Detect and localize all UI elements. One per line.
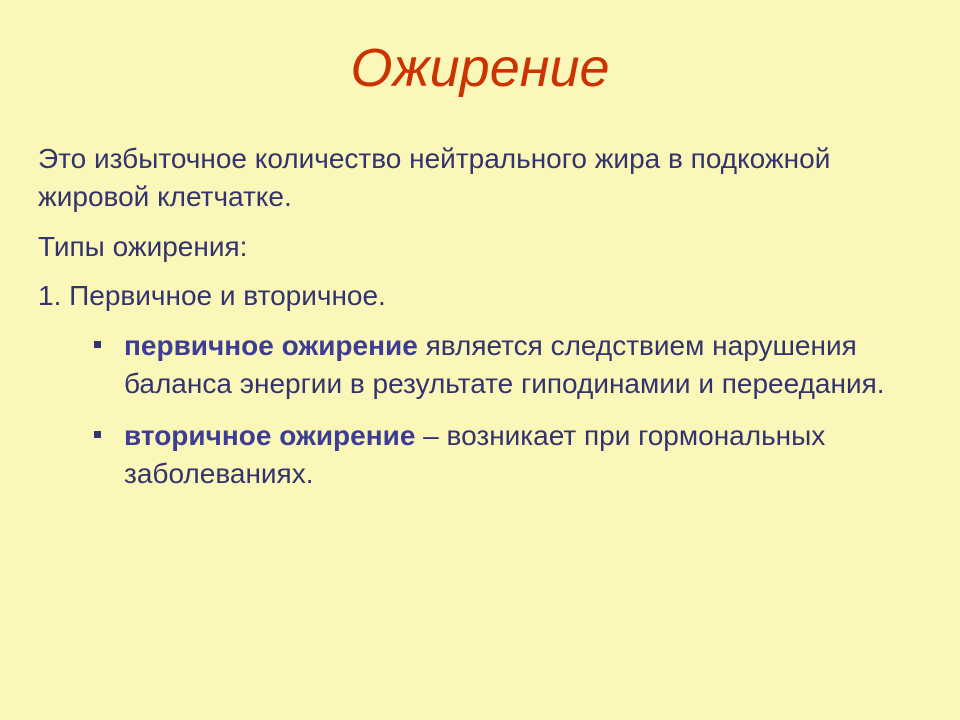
definition-text: Это избыточное количество нейтрального жира в подкожной жировой клетчатке. [38, 143, 831, 212]
bullet-item-primary [94, 327, 898, 403]
square-bullet-icon [94, 431, 101, 438]
bullet-term: вторичное ожирение [124, 419, 416, 451]
slide-body [38, 140, 898, 506]
bullet-item-secondary [94, 417, 898, 493]
bullet-text: является следствием нарушения баланса энергии в результате гиподинамии и переедания. [124, 330, 885, 399]
bullet-list [94, 327, 898, 492]
types-heading: Типы ожирения: [38, 230, 248, 262]
bullet-term: первичное ожирение [124, 330, 418, 362]
square-bullet-icon [94, 341, 101, 348]
slide-title: Ожирение [350, 38, 610, 98]
bullet-text: – возникает при гормональных заболеваниях. [124, 419, 826, 489]
numbered-item: 1. Первичное и вторичное. [38, 280, 386, 312]
